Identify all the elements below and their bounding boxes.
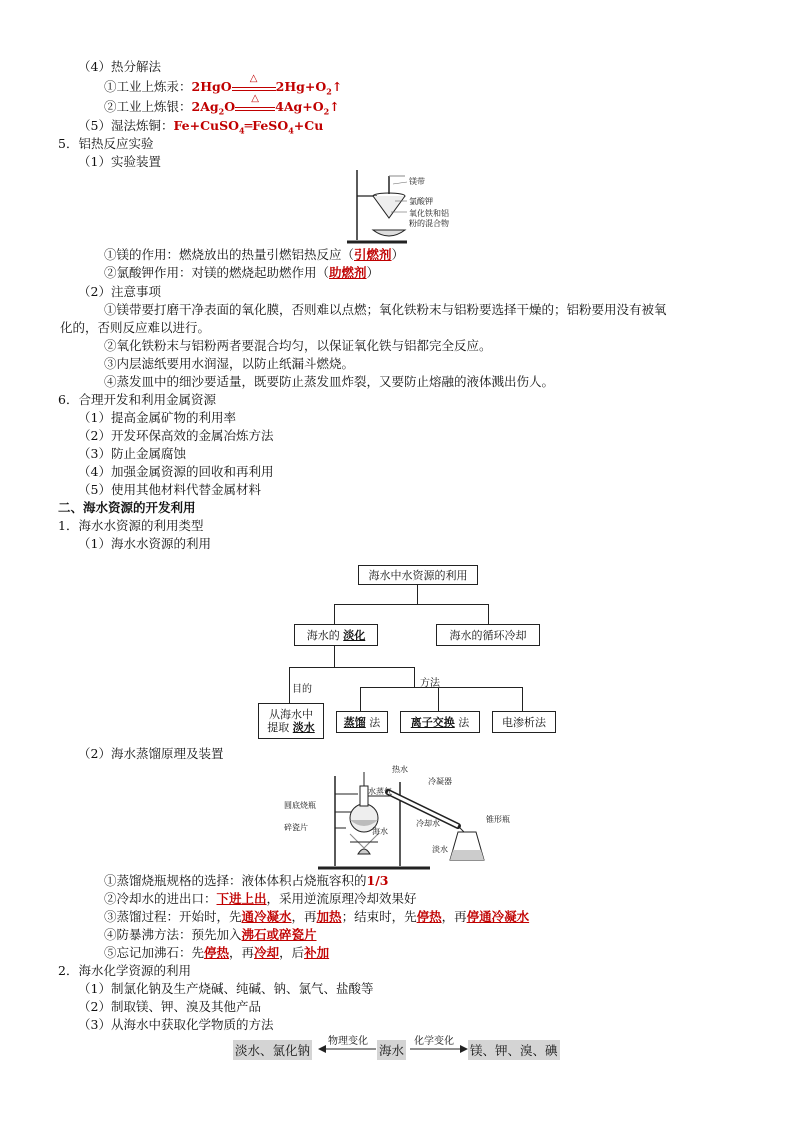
flow-arrow-right	[410, 1044, 468, 1054]
diagram-purpose-box: 从海水中 提取 淡水	[258, 703, 324, 739]
label-method: 方法	[420, 678, 440, 689]
chem-item-2: （2）制取镁、钾、溴及其他产品	[78, 999, 261, 1014]
distill-point-5: ⑤忘记加沸石：先停热，再冷却，后补加	[104, 945, 330, 960]
diagram-root: 海水中水资源的利用	[358, 565, 478, 585]
label-condenser: 冷凝器	[428, 777, 452, 786]
distill-point-1: ①蒸馏烧瓶规格的选择：液体体积占烧瓶容积的1/3	[104, 873, 389, 888]
heading-thermite: 5．铝热反应实验	[58, 136, 154, 151]
flow-left: 淡水、氯化钠	[233, 1040, 312, 1060]
resource-item-3: （3）防止金属腐蚀	[78, 446, 186, 461]
wet-copper-line: （5）湿法炼铜：Fe+CuSO$_4$═FeSO$_4$+Cu	[78, 118, 324, 136]
diagram-cooling: 海水的循环冷却	[436, 624, 540, 646]
resource-item-4: （4）加强金属资源的回收和再利用	[78, 464, 274, 479]
diagram-ion-exchange: 离子交换 法	[400, 711, 480, 733]
label-fresh-water: 淡水	[432, 845, 448, 854]
label-purpose: 目的	[292, 684, 312, 695]
label-seawater: 海水	[372, 827, 388, 836]
label-round-flask: 圆底烧瓶	[284, 801, 316, 810]
label-steam: 水蒸气	[368, 787, 392, 796]
note-3: ③内层滤纸要用水润湿，以防止纸漏斗燃烧。	[104, 356, 355, 371]
heading-seawater: 二、海水资源的开发利用	[58, 500, 196, 515]
heat-symbol: △	[251, 93, 259, 104]
distillation-apparatus-figure	[280, 762, 520, 870]
heading-water-use-types: 1．海水水资源的利用类型	[58, 518, 204, 533]
subheading-distillation: （2）海水蒸馏原理及装置	[78, 746, 224, 761]
mercury-line: ①工业上炼汞：2HgO △ $2Hg+O_2↑$	[104, 78, 342, 101]
silver-line: ②工业上炼银：$2Ag_2O$ △ $4Ag+O_2↑$	[104, 98, 340, 121]
chem-item-3: （3）从海水中获取化学物质的方法	[78, 1017, 274, 1032]
label-erlenmeyer: 锥形瓶	[486, 815, 510, 824]
subheading-notes: （2）注意事项	[78, 284, 161, 299]
magnesium-role: ①镁的作用：燃烧放出的热量引燃铝热反应（引燃剂）	[104, 247, 405, 262]
flow-arrow-left	[318, 1044, 378, 1054]
subheading-water-use: （1）海水水资源的利用	[78, 536, 211, 551]
heading-chemical-resources: 2．海水化学资源的利用	[58, 963, 191, 978]
diagram-distillation: 蒸馏 法	[336, 711, 388, 733]
flow-chemical-label: 化学变化	[414, 1036, 454, 1047]
label-magnesium-ribbon: 镁带	[409, 177, 425, 186]
diagram-electrodialysis: 电渗析法	[492, 711, 556, 733]
resource-item-5: （5）使用其他材料代替金属材料	[78, 482, 261, 497]
distill-point-4: ④防暴沸方法：预先加入沸石或碎瓷片	[104, 927, 317, 942]
subheading-apparatus: （1）实验装置	[78, 154, 161, 169]
distill-point-3: ③蒸馏过程：开始时，先通冷凝水，再加热；结束时，先停热，再停通冷凝水	[104, 909, 530, 924]
label-mixture-2: 粉的混合物	[409, 219, 449, 228]
thermite-apparatus-figure	[345, 168, 475, 248]
flow-mid: 海水	[377, 1040, 406, 1060]
distillation-apparatus-drawing	[280, 762, 520, 870]
note-1: ①镁带要打磨干净表面的氧化膜，否则难以点燃；氧化铁粉末与铝粉要选择干燥的；铝粉要用没有被氧	[104, 302, 667, 317]
label-potassium-chlorate: 氯酸钾	[409, 197, 433, 206]
kclo3-role: ②氯酸钾作用：对镁的燃烧起助燃作用（助燃剂）	[104, 265, 380, 280]
chem-item-1: （1）制氯化钠及生产烧碱、纯碱、钠、氯气、盐酸等	[78, 981, 374, 996]
resource-item-2: （2）开发环保高效的金属冶炼方法	[78, 428, 274, 443]
label-hot-water: 热水	[392, 765, 408, 774]
note-2: ②氧化铁粉末与铝粉两者要混合均匀，以保证氧化铁与铝都完全反应。	[104, 338, 492, 353]
flow-physical-label: 物理变化	[328, 1036, 368, 1047]
resource-item-1: （1）提高金属矿物的利用率	[78, 410, 236, 425]
heat-symbol: △	[249, 73, 258, 84]
note-4: ④蒸发皿中的细沙要适量，既要防止蒸发皿炸裂，又要防止熔融的液体溅出伤人。	[104, 374, 555, 389]
distill-point-2: ②冷却水的进出口：下进上出，采用逆流原理冷却效果好	[104, 891, 417, 906]
diagram-desalination: 海水的 淡化	[294, 624, 378, 646]
flow-right: 镁、钾、溴、碘	[468, 1040, 560, 1060]
label-porcelain-chips: 碎瓷片	[284, 823, 308, 832]
note-1-cont: 化的，否则反应难以进行。	[60, 320, 211, 335]
section-thermal-decomposition: （4）热分解法	[78, 59, 161, 74]
heading-metal-resources: 6．合理开发和利用金属资源	[58, 392, 216, 407]
label-mixture-1: 氧化铁和铝	[409, 209, 449, 218]
label-cooling-water: 冷却水	[416, 819, 440, 828]
